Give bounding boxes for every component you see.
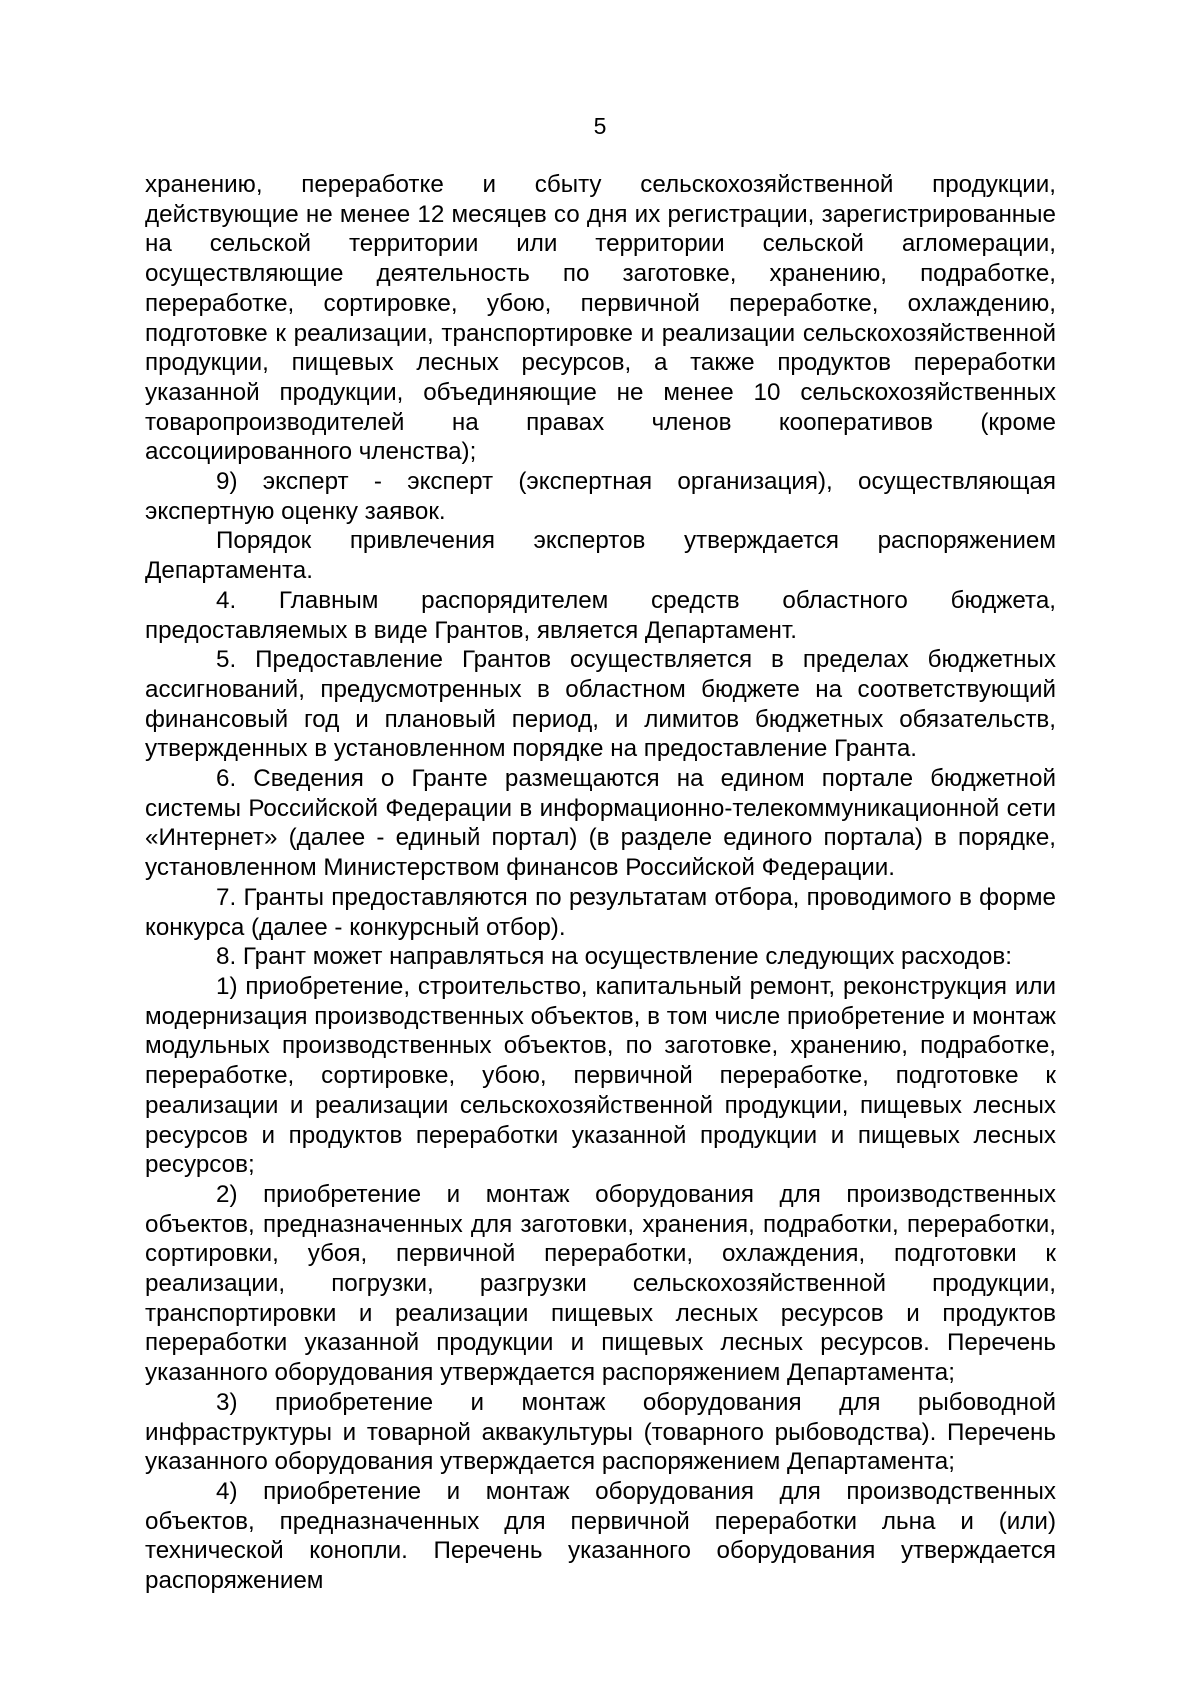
paragraph-expense-item-1: 1) приобретение, строительство, капитальный ремонт, реконструкция или модернизация производственных объектов, в том числе приобретение и монтаж модульных производственных объектов, по заготовке, хранению, подработке, переработке, сортировке, убою, первичной переработке, подготовке к реализации и реализации сельскохозяйственной продукции, пищевых лесных ресурсов и продуктов переработки указанной продукции и пищевых лесных ресурсов; xyxy=(145,972,1056,1179)
paragraph-expense-item-2: 2) приобретение и монтаж оборудования для производственных объектов, предназначенных для заготовки, хранения, подработки, переработки, сортировки, убоя, первичной переработки, охлаждения, подготовки к реализации, погрузки, разгрузки сельскохозяйственной продукции, транспортировки и реализации пищевых лесных ресурсов и продуктов переработки указанной продукции и пищевых лесных ресурсов. Перечень указанного оборудования утверждается распоряжением Департамента; xyxy=(145,1180,1056,1387)
paragraph-cooperatives-definition: хранению, переработке и сбыту сельскохозяйственной продукции, действующие не менее 12 месяцев со дня их регистрации, зарегистрированные на сельской территории или территории сельской агломерации, осуществляющие деятельность по заготовке, хранению, подработке, переработке, сортировке, убою, первичной переработке, охлаждению, подготовке к реализации, транспортировке и реализации сельскохозяйственной продукции, пищевых лесных ресурсов, а также продуктов переработки указанной продукции, объединяющие не менее 10 сельскохозяйственных товаропроизводителей на правах членов кооперативов (кроме ассоциированного членства); xyxy=(145,171,1056,466)
paragraph-expense-item-4: 4) приобретение и монтаж оборудования для производственных объектов, предназначенных для первичной переработки льна и (или) технической конопли. Перечень указанного оборудования утверждается распоряжением xyxy=(145,1477,1056,1595)
paragraph-clause-7: 7. Гранты предоставляются по результатам отбора, проводимого в форме конкурса (далее - конкурсный отбор). xyxy=(145,883,1056,941)
paragraph-clause-8: 8. Грант может направляться на осуществление следующих расходов: xyxy=(216,943,1012,971)
paragraph-clause-6: 6. Сведения о Гранте размещаются на едином портале бюджетной системы Российской Федерации в информационно-телекоммуникационной сети «Интернет» (далее - единый портал) (в разделе единого портала) в порядке, установленном Министерством финансов Российской Федерации. xyxy=(145,765,1056,882)
paragraph-expense-item-3: 3) приобретение и монтаж оборудования для рыбоводной инфраструктуры и товарной аквакультуры (товарного рыбоводства). Перечень указанного оборудования утверждается распоряжением Департамента; xyxy=(145,1388,1056,1476)
paragraph-item-9-expert: 9) эксперт - эксперт (экспертная организация), осуществляющая экспертную оценку заявок. xyxy=(145,468,1056,525)
paragraph-expert-procedure: Порядок привлечения экспертов утверждается распоряжением Департамента. xyxy=(145,527,1056,585)
paragraph-clause-5: 5. Предоставление Грантов осуществляется в пределах бюджетных ассигнований, предусмотренных в областном бюджете на соответствующий финансовый год и плановый период, и лимитов бюджетных обязательств, утвержденных в установленном порядке на предоставление Гранта. xyxy=(145,646,1056,763)
paragraph-clause-4: 4. Главным распорядителем средств областного бюджета, предоставляемых в виде Грантов, является Департамент. xyxy=(145,586,1056,644)
document-body xyxy=(145,170,1056,1596)
page-number: 5 xyxy=(593,113,607,139)
